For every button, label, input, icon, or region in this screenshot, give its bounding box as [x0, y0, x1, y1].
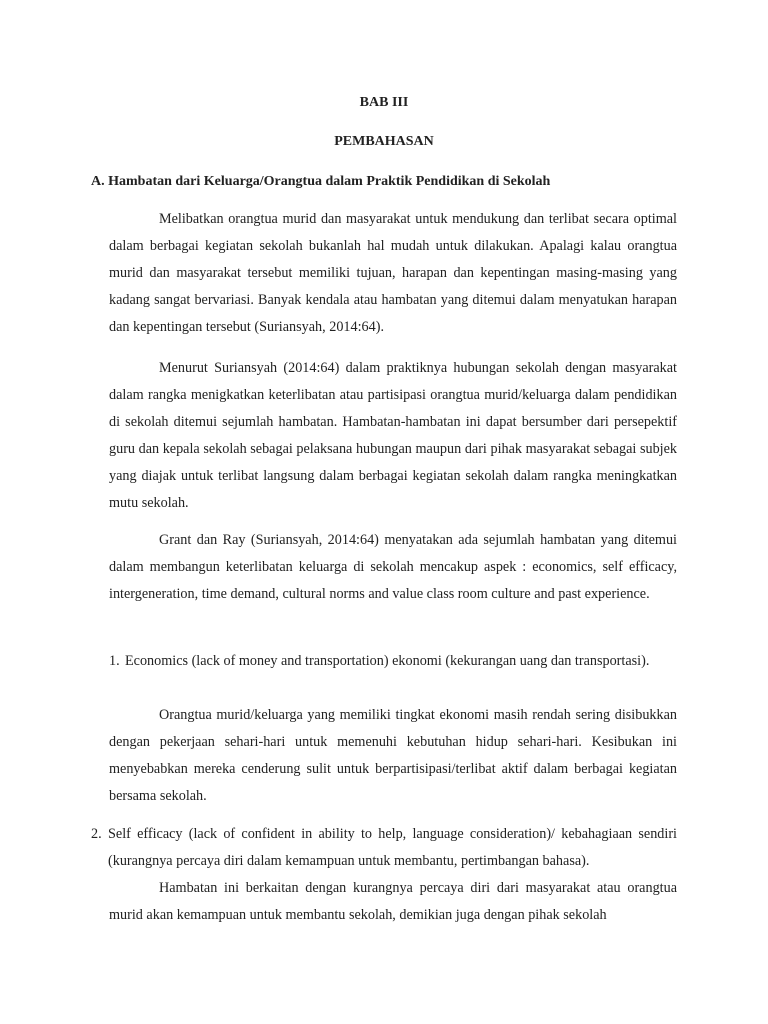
- list-item-2-paragraph: Hambatan ini berkaitan dengan kurangnya percaya diri dari masyarakat atau orangtua murid akan kemampuan untuk membantu sekolah, demikian juga dengan pihak sekolah: [109, 880, 677, 923]
- section-heading: A. Hambatan dari Keluarga/Orangtua dalam Praktik Pendidikan di Sekolah: [91, 174, 551, 189]
- list-item-2: [91, 821, 677, 875]
- chapter-title: PEMBAHASAN: [334, 134, 434, 149]
- list-item-number: 1.: [109, 653, 120, 669]
- paragraph-2: Menurut Suriansyah (2014:64) dalam praktiknya hubungan sekolah dengan masyarakat dalam rangka menigkatkan keterlibatan atau partisipasi orangtua murid/keluarga dalam pendidikan di sekolah ditemui sejumlah hambatan. Hambatan-hambatan ini dapat bersumber dari persepektif guru dan kepala sekolah sebagai pelaksana hubungan maupun dari pihak masyarakat sebagai subjek yang diajak untuk terlibat langsung dalam berbagai kegiatan sekolah dalam rangka meningkatkan mutu sekolah.: [109, 360, 677, 511]
- chapter-number: BAB III: [359, 95, 409, 110]
- paragraph-3: Grant dan Ray (Suriansyah, 2014:64) menyatakan ada sejumlah hambatan yang ditemui dalam membangun keterlibatan keluarga di sekolah mencakup aspek : economics, self efficacy, intergeneration, time demand, cultural norms and value class room culture and past experience.: [109, 532, 677, 602]
- paragraph-1: Melibatkan orangtua murid dan masyarakat untuk mendukung dan terlibat secara optimal dalam berbagai kegiatan sekolah bukanlah hal mudah untuk dilakukan. Apalagi kalau orangtua murid dan masyarakat tersebut memiliki tujuan, harapan dan kepentingan masing-masing yang kadang sangat bervariasi. Banyak kendala atau hambatan yang ditemui dalam menyatukan harapan dan kepentingan tersebut (Suriansyah, 2014:64).: [109, 211, 677, 335]
- list-item-1: [109, 648, 677, 675]
- list-item-number: 2.: [91, 826, 102, 842]
- list-item-text: Economics (lack of money and transportation) ekonomi (kekurangan uang dan transportasi).: [125, 653, 650, 669]
- list-item-1-paragraph: Orangtua murid/keluarga yang memiliki tingkat ekonomi masih rendah sering disibukkan dengan pekerjaan sehari-hari untuk memenuhi kebutuhan hidup sehari-hari. Kesibukan ini menyebabkan mereka cenderung sulit untuk berpartisipasi/terlibat aktif dalam berbagai kegiatan bersama sekolah.: [109, 707, 677, 804]
- list-item-text: Self efficacy (lack of confident in ability to help, language consideration)/ kebahagiaan sendiri (kurangnya percaya diri dalam kemampuan untuk membantu, pertimbangan bahasa).: [108, 826, 677, 869]
